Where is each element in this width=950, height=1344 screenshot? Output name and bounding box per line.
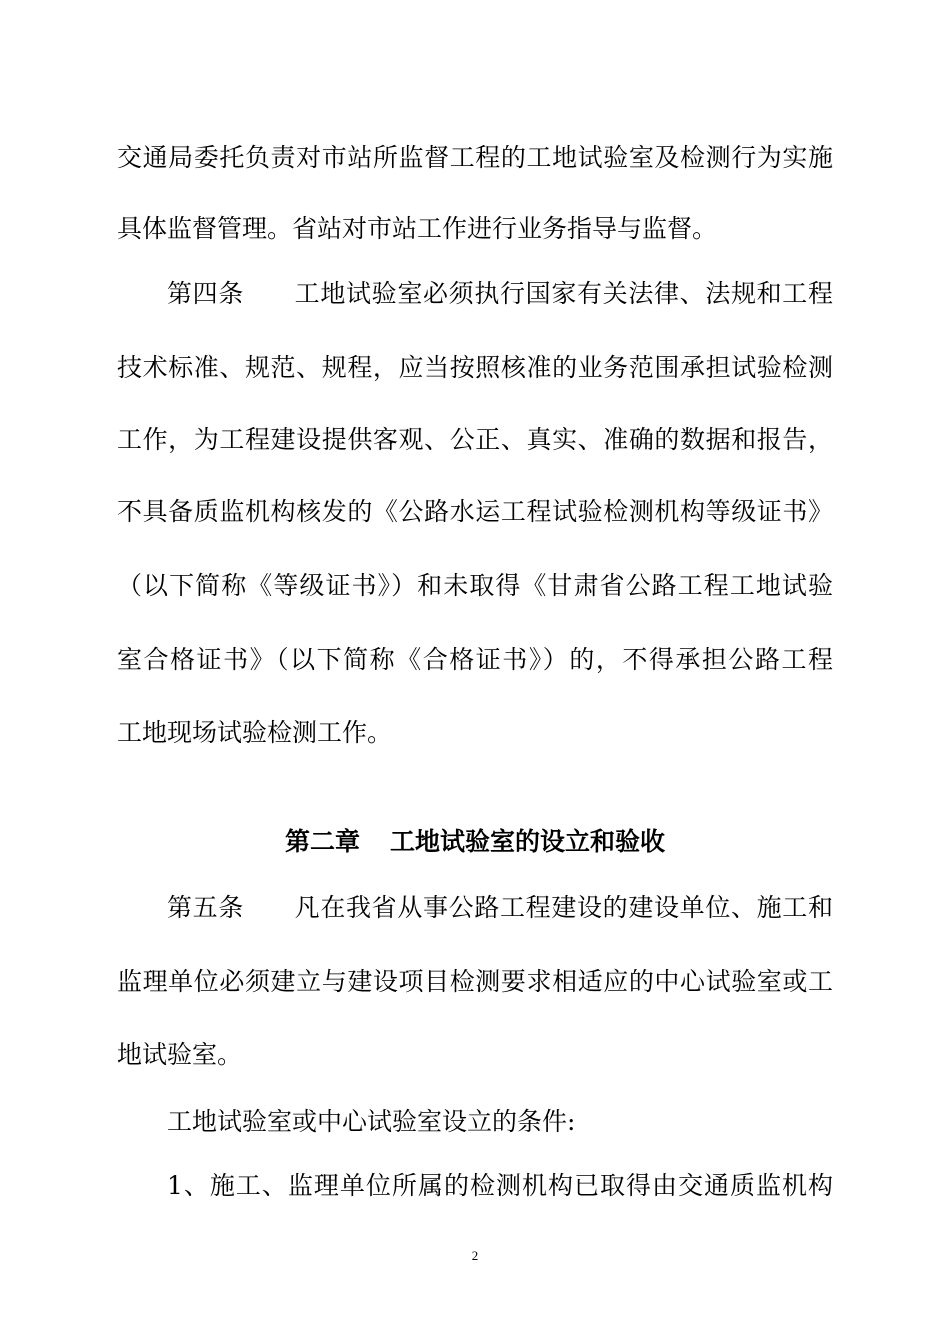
paragraph-line: 工地现场试验检测工作。 xyxy=(117,718,393,747)
paragraph-line: 监理单位必须建立与建设项目检测要求相适应的中心试验室或工 xyxy=(117,967,833,996)
paragraph-line: 交通局委托负责对市站所监督工程的工地试验室及检测行为实施 xyxy=(117,143,833,172)
article-4-label: 第四条 xyxy=(167,279,244,308)
page-number: 2 xyxy=(471,1248,479,1263)
paragraph-line: 具体监督管理。省站对市站工作进行业务指导与监督。 xyxy=(117,214,718,243)
paragraph-line: （以下简称《等级证书》）和未取得《甘肃省公路工程工地试验 xyxy=(117,571,833,600)
paragraph-line: 室合格证书》（以下简称《合格证书》）的，不得承担公路工程 xyxy=(117,645,833,674)
chapter-heading xyxy=(0,825,950,859)
article-5-first-line xyxy=(167,891,833,925)
condition-item-1: 1、施工、监理单位所属的检测机构已取得由交通质监机构 xyxy=(167,1171,833,1200)
paragraph-line: 不具备质监机构核发的《公路水运工程试验检测机构等级证书》 xyxy=(117,497,833,526)
conditions-intro: 工地试验室或中心试验室设立的条件: xyxy=(167,1107,576,1136)
paragraph-line: 技术标准、规范、规程，应当按照核准的业务范围承担试验检测 xyxy=(117,353,833,382)
chapter-number: 第二章 xyxy=(284,827,360,856)
chapter-title: 工地试验室的设立和验收 xyxy=(390,827,666,856)
paragraph-line: 工作，为工程建设提供客观、公正、真实、准确的数据和报告， xyxy=(117,425,833,454)
article-5-text: 凡在我省从事公路工程建设的建设单位、施工和 xyxy=(294,893,833,922)
article-5-label: 第五条 xyxy=(167,893,244,922)
article-4-first-line xyxy=(167,277,833,311)
article-4-text: 工地试验室必须执行国家有关法律、法规和工程 xyxy=(294,279,833,308)
paragraph-line: 地试验室。 xyxy=(117,1040,243,1069)
